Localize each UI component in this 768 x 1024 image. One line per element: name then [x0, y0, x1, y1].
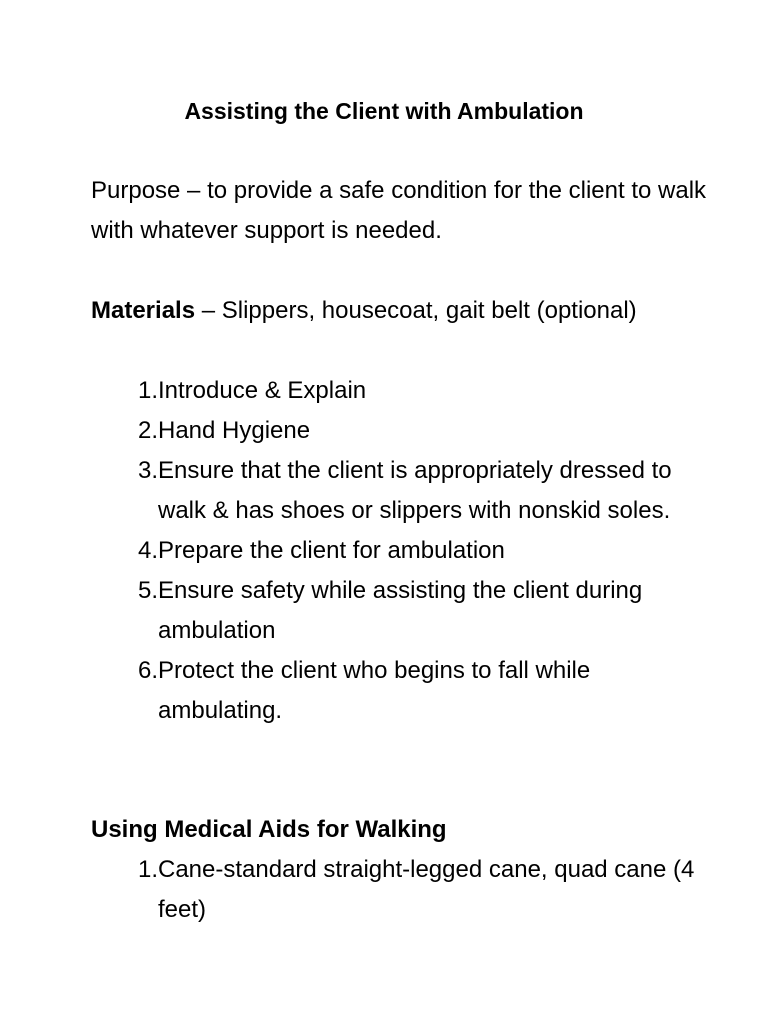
list-item	[91, 451, 711, 531]
list-item-number: 6.	[137, 657, 158, 684]
document-title: Assisting the Client with Ambulation	[184, 98, 584, 124]
list-item-number: 5.	[137, 577, 158, 604]
list-item-text: Introduce & Explain	[158, 377, 367, 404]
materials-label: Materials	[91, 297, 196, 324]
list-item-number: 1.	[137, 377, 158, 404]
medical-aids-list	[91, 850, 711, 930]
materials-text: – Slippers, housecoat, gait belt (optional)	[195, 297, 637, 324]
list-item	[91, 371, 711, 411]
list-item-text: Protect the client who begins to fall while ambulating.	[158, 657, 591, 724]
list-item	[91, 651, 711, 731]
purpose-paragraph: Purpose – to provide a safe condition for the client to walk with whatever support is needed.	[91, 177, 707, 244]
list-item-number: 4.	[137, 537, 158, 564]
list-item	[91, 850, 711, 930]
list-item-number: 2.	[137, 417, 158, 444]
materials-paragraph	[91, 291, 711, 331]
list-item	[91, 571, 711, 651]
list-item-number: 1.	[137, 856, 158, 883]
list-item-text: Hand Hygiene	[158, 417, 311, 444]
list-item-number: 3.	[137, 457, 158, 484]
list-item-text: Cane-standard straight-legged cane, quad cane (4 feet)	[158, 856, 695, 923]
list-item	[91, 531, 711, 571]
aids-section-heading: Using Medical Aids for Walking	[91, 816, 447, 843]
procedure-steps-list	[91, 371, 711, 731]
list-item	[91, 411, 711, 451]
list-item-text: Ensure safety while assisting the client during ambulation	[158, 577, 643, 644]
list-item-text: Prepare the client for ambulation	[158, 537, 505, 564]
list-item-text: Ensure that the client is appropriately dressed to walk & has shoes or slippers with nonskid soles.	[158, 457, 672, 524]
